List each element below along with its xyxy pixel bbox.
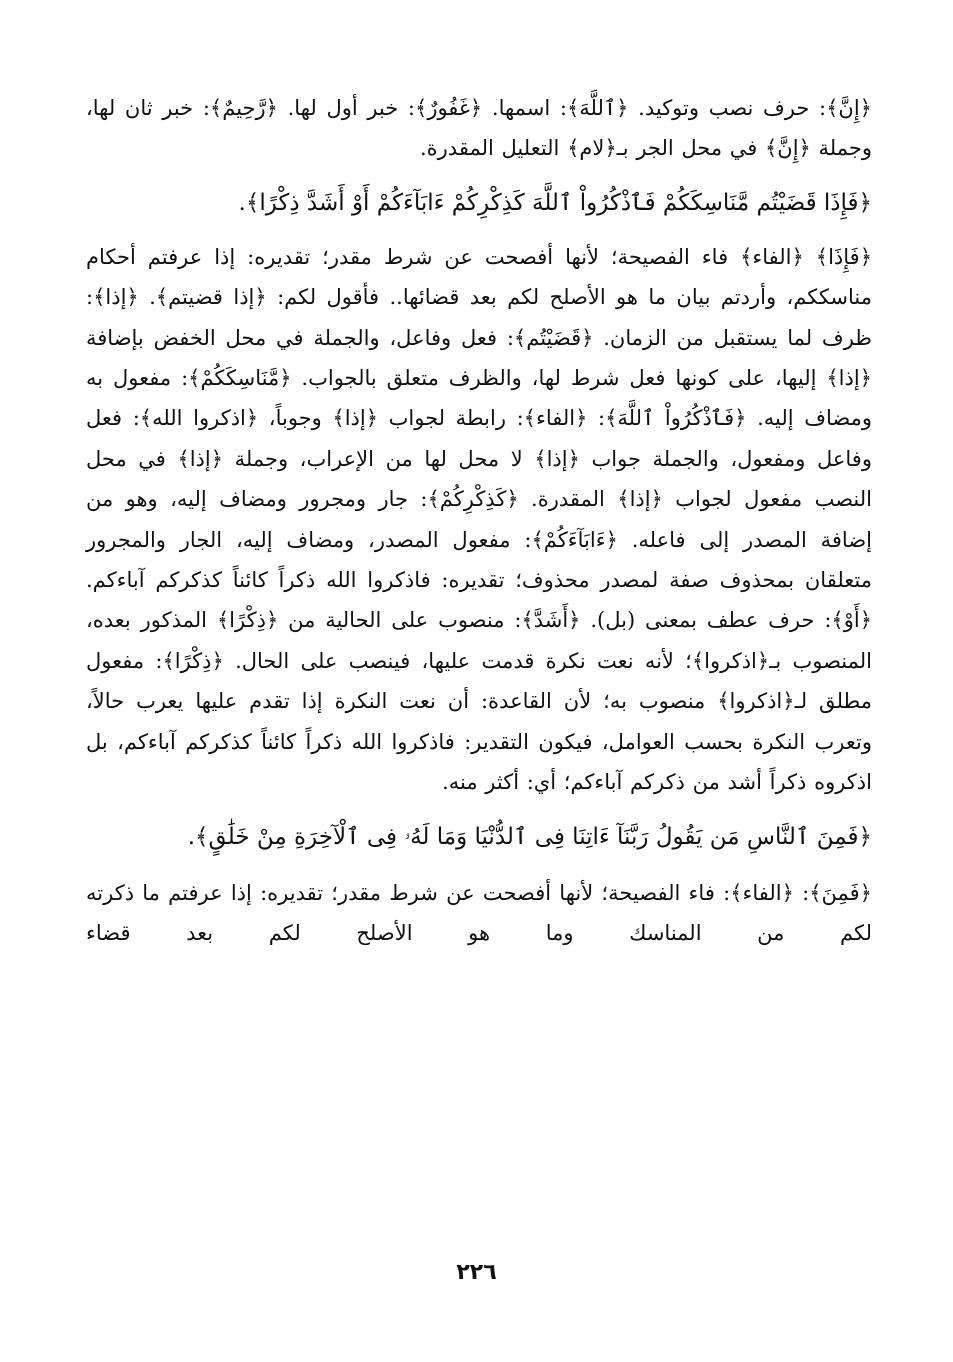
- paragraph-1: ﴿إِنَّ﴾: حرف نصب وتوكيد. ﴿ٱللَّهَ﴾: اسمها. ﴿غَفُورٌ﴾: خبر أول لها. ﴿رَّحِيمٌ﴾: خبر ثان لها، وجملة ﴿إِنَّ﴾ في محل الجر بـ﴿لام﴾ التعليل المقدرة.: [86, 96, 872, 161]
- quran-verse-2: ﴿فَمِنَ ٱلنَّاسِ مَن يَقُولُ رَبَّنَآ ءَاتِنَا فِى ٱلدُّنْيَا وَمَا لَهُۥ فِى ٱلْآخِرَةِ مِنْ خَلَٰقٍ﴾.: [187, 823, 872, 850]
- page-body: [86, 88, 872, 953]
- paragraph-3: ﴿فَمِنَ﴾: ﴿الفاء﴾: فاء الفصيحة؛ لأنها أفصحت عن شرط مقدر؛ تقديره: إذا عرفتم ما ذكرته لكم من المناسك وما هو الأصلح لكم بعد قضاء: [86, 880, 872, 945]
- page-number: ٢٢٦: [456, 1260, 497, 1285]
- paragraph-2: ﴿فَإِذَا﴾ ﴿الفاء﴾ فاء الفصيحة؛ لأنها أفصحت عن شرط مقدر؛ تقديره: إذا عرفتم أحكام مناسككم، وأردتم بيان ما هو الأصلح لكم بعد قضائها.. فأقول لكم: ﴿إذا قضيتم﴾. ﴿إذا﴾: ظرف لما يستقبل من الزمان. ﴿قَضَيْتُم﴾: فعل وفاعل، والجملة في محل الخفض بإضافة ﴿إذا﴾ إليها، على كونها فعل شرط لها، والظرف متعلق بالجواب. ﴿مَّنَاسِكَكُمْ﴾: مفعول به ومضاف إليه. ﴿فَٱذْكُرُواْ ٱللَّهَ﴾: ﴿الفاء﴾: رابطة لجواب ﴿إذا﴾ وجوباً، ﴿اذكروا الله﴾: فعل وفاعل ومفعول، والجملة جواب ﴿إذا﴾ لا محل لها من الإعراب، وجملة ﴿إذا﴾ في محل النصب مفعول لجواب ﴿إذا﴾ المقدرة. ﴿كَذِكْرِكُمْ﴾: جار ومجرور ومضاف إليه، وهو من إضافة المصدر إلى فاعله. ﴿ءَابَآءَكُمْ﴾: مفعول المصدر، ومضاف إليه، الجار والمجرور متعلقان بمحذوف صفة لمصدر محذوف؛ تقديره: فاذكروا الله ذكراً كائناً كذكركم آباءكم. ﴿أَوْ﴾: حرف عطف بمعنى (بل). ﴿أَشَدَّ﴾: منصوب على الحالية من ﴿ذِكْرًا﴾ المذكور بعده، المنصوب بـ﴿اذكروا﴾؛ لأنه نعت نكرة قدمت عليها، فينصب على الحال. ﴿ذِكْرًا﴾: مفعول مطلق لـ﴿اذكروا﴾ منصوب به؛ لأن القاعدة: أن نعت النكرة إذا تقدم عليها يعرب حالاً، وتعرب النكرة بحسب العوامل، فيكون التقدير: فاذكروا الله ذكراً كائناً كذكركم آباءكم، بل اذكروه ذكراً أشد من ذكركم آباءكم؛ أي: أكثر منه.: [86, 244, 872, 795]
- quran-verse-1: ﴿فَإِذَا قَضَيْتُم مَّنَاسِكَكُمْ فَٱذْكُرُواْ ٱللَّهَ كَذِكْرِكُمْ ءَابَآءَكُمْ أَوْ أَشَدَّ ذِكْرًا﴾.: [238, 189, 872, 216]
